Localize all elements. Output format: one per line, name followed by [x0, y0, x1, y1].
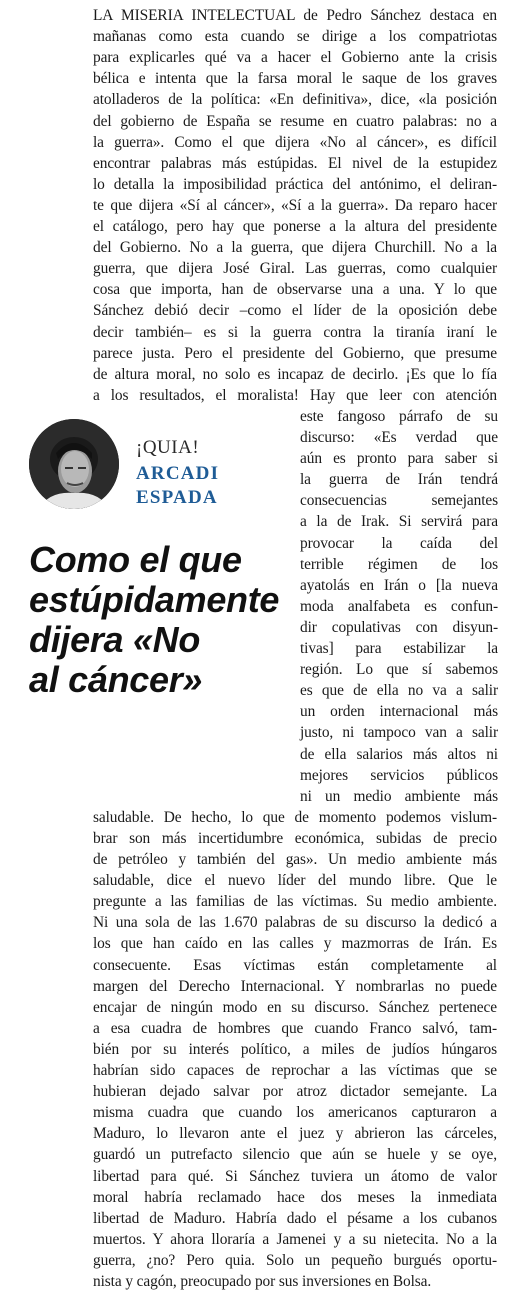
- body-line: este fangoso párrafo de su: [300, 407, 498, 425]
- body-line: es que de ella no va a salir: [300, 682, 498, 700]
- body-line: parece justa. Pero el presidente del Gobierno, que presume: [93, 344, 497, 362]
- body-line: libertad para qué. Si Sánchez tuviera un átomo de valor: [93, 1167, 497, 1185]
- body-line: justo, ni tampoco van a salir: [300, 724, 498, 742]
- body-line: consecuente. Esas víctimas están completamente al: [93, 956, 497, 974]
- body-line: a los resultados, el moralista! Hay que leer con atención: [93, 386, 497, 404]
- headline-line: dijera «No: [29, 619, 201, 660]
- section-label: ¡QUIA!: [136, 437, 200, 458]
- body-line: dir copulativas con disyun-: [300, 618, 498, 636]
- body-line: de altura moral, no solo es incapaz de decirlo. ¡Es que lo fía: [93, 365, 497, 383]
- body-line: muertos. Y ahora lloraría a Jamenei y a su nietecita. No a la: [93, 1230, 497, 1248]
- body-line: la guerra». Como el que dijera «No al cáncer», es difícil: [93, 133, 497, 151]
- body-line: LA MISERIA INTELECTUAL de Pedro Sánchez destaca en: [93, 7, 497, 24]
- author-photo: [29, 419, 119, 509]
- body-line: guerra, que dijera José Giral. Las guerras, como cualquier: [93, 260, 497, 278]
- body-line: de petróleo y también del gas». Un medio ambiente más: [93, 851, 497, 868]
- body-line: decir también– es si la guerra contra la tiranía iraní le: [93, 323, 497, 341]
- body-line: misma cuadra que cuando los americanos capturaron a: [93, 1104, 497, 1122]
- body-line: atolladeros de la política: «En definitiva», dice, «la posición: [93, 91, 497, 109]
- body-line: saludable, dice el nuevo líder del mundo libre. Que le: [93, 872, 497, 890]
- body-line: Maduro, lo llevaron ante el juez y abrieron las cárceles,: [93, 1125, 497, 1143]
- body-line: para explicarles qué va a hacer el Gobierno ante la crisis: [93, 49, 497, 67]
- body-line: libertad de Maduro. Habría dado el pésame a los cubanos: [93, 1209, 497, 1227]
- body-line: un orden internacional más: [300, 703, 498, 721]
- body-line: nista y cagón, preocupado por sus inversiones en Bolsa.: [93, 1273, 432, 1290]
- author-last-name: ESPADA: [136, 487, 218, 508]
- body-line: mañanas como esta cuando se dirige a los compatriotas: [93, 28, 497, 46]
- body-line: lo detalla la imposibilidad práctica del antónimo, el deliran-: [93, 175, 497, 193]
- body-line: provocar la caída del: [300, 534, 498, 552]
- body-line: discurso: «Es verdad que: [300, 429, 498, 446]
- body-line: cosa que importa, han de observarse una a una. Y lo que: [93, 281, 497, 299]
- body-line: Ni una sola de las 1.670 palabras de su discurso la dedicó a: [93, 914, 497, 932]
- body-line: aún es pronto para saber si: [300, 450, 498, 468]
- body-line: ni un medio ambiente más: [300, 787, 498, 805]
- body-line: hubieran dejado salvar por atroz dictador semejante. La: [93, 1083, 497, 1101]
- body-line: habrían sido capaces de reprochar a las víctimas que se: [93, 1062, 497, 1079]
- body-line: consecuencias semejantes: [300, 492, 498, 510]
- body-line: ayatolás en Irán o [la nueva: [300, 576, 498, 594]
- body-line: guerra, ¿no? Pero quia. Solo un pequeño burgués oportu-: [93, 1251, 497, 1269]
- body-line: tivas] para estabilizar la: [300, 640, 498, 657]
- body-line: los que han caído en las calles y mazmorras de Irán. Es: [93, 935, 497, 953]
- body-line: saludable. De hecho, lo que de momento podemos vislum-: [93, 808, 497, 826]
- body-line: terrible régimen de los: [300, 555, 498, 573]
- body-line: mejores servicios públicos: [300, 766, 498, 784]
- body-line: a la de Irak. Si servirá para: [300, 513, 498, 531]
- body-line: moral habría reclamado hace dos meses la inmediata: [93, 1188, 497, 1206]
- body-line: región. Lo que sí sabemos: [300, 661, 498, 679]
- body-line: la guerra de Irán tendrá: [300, 471, 498, 489]
- headline-line: Como el que: [29, 539, 242, 580]
- body-line: moda analfabeta es confun-: [300, 597, 498, 615]
- body-line: margen del Derecho Internacional. Y nombrarlas no puede: [93, 977, 497, 995]
- headline-line: estúpidamente: [29, 579, 280, 620]
- body-line: te que dijera «Sí al cáncer», «Sí a la guerra». Da reparo hacer: [93, 196, 497, 214]
- author-portrait-icon: [29, 419, 119, 509]
- body-line: el catálogo, pero hay que ponerse a la altura del presidente: [93, 218, 497, 235]
- headline-line: al cáncer»: [29, 659, 203, 700]
- body-line: a esa cuadra de hombres que cuando Franco salvó, tam-: [93, 1019, 497, 1037]
- body-line: Sánchez debió decir –como el líder de la oposición debe: [93, 302, 497, 320]
- body-line: bién por su interés político, a miles de judíos húngaros: [93, 1040, 497, 1058]
- body-line: del Gobierno. No a la guerra, que dijera Churchill. No a la: [93, 239, 497, 257]
- body-line: de ella salarios más altos ni: [300, 745, 498, 763]
- body-line: encontrar palabras más estúpidas. El nivel de la estupidez: [93, 154, 497, 172]
- body-line: pregunte a las familias de las víctimas. Su medio ambiente.: [93, 893, 497, 911]
- author-first-name: ARCADI: [136, 463, 220, 484]
- body-line: guardó un putrefacto silencio que aún se huele y se oye,: [93, 1146, 497, 1164]
- body-line: bélica e intenta que la farsa moral le saque de los graves: [93, 70, 497, 88]
- body-line: del gobierno de España se resume en cuatro palabras: no a: [93, 112, 497, 130]
- body-line: encajar de ningún modo en su discurso. Sánchez pertenece: [93, 998, 497, 1016]
- body-line: brar son más incertidumbre económica, subidas de precio: [93, 829, 497, 847]
